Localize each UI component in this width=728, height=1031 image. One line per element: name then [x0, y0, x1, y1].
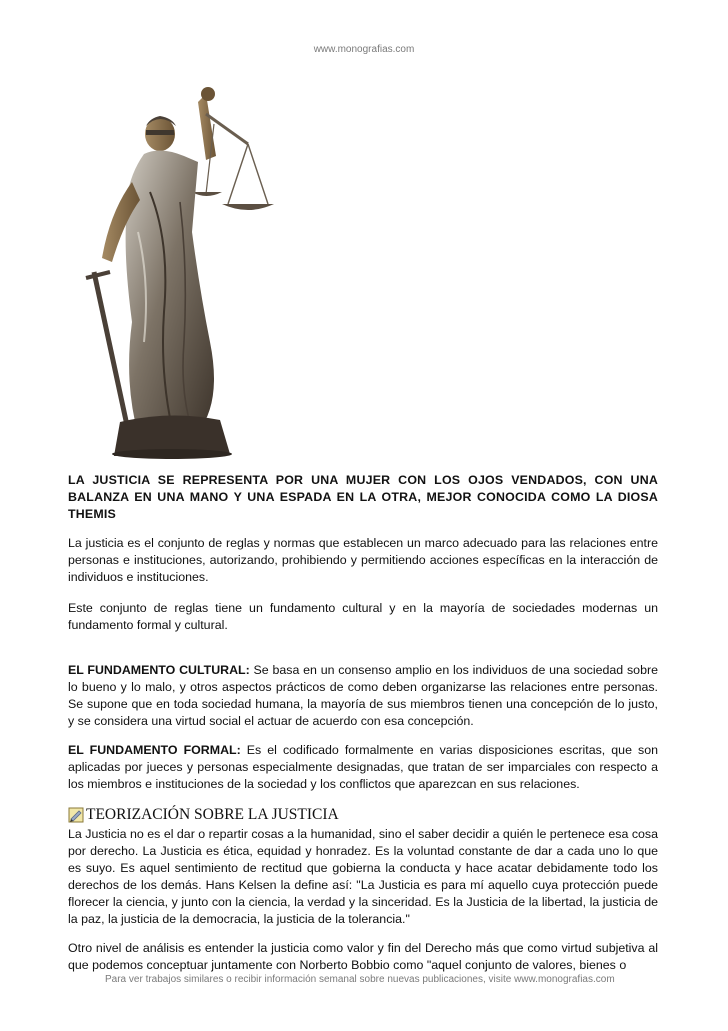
image-caption: LA JUSTICIA SE REPRESENTA POR UNA MUJER CON LOS OJOS VENDADOS, CON UNA BALANZA EN UNA MANO Y UNA ESPADA EN LA OTRA, MEJOR CONOCIDA COMO LA DIOSA THEMIS [68, 473, 658, 521]
section-title: TEORIZACIÓN SOBRE LA JUSTICIA [86, 806, 339, 823]
statue-of-themis-icon [80, 82, 280, 460]
cultural-label: EL FUNDAMENTO CULTURAL: [68, 663, 250, 677]
site-footer: Para ver trabajos similares o recibir información semanal sobre nuevas publicaciones, visite www.monografias.com [105, 974, 615, 985]
paragraph-teorizacion: La Justicia no es el dar o repartir cosas a la humanidad, sino el saber decidir a quién le pertenece esa cosa por derecho. La Justicia es ética, equidad y honradez. Es la voluntad constante de dar a cada uno lo que es suyo. Es aquel sentimiento de rectitud que gobierna la conducta y hace acatar debidamente todo los derechos de los demás. Hans Kelsen la define así: "La Justicia es para mí aquello cuya protección puede florecer la ciencia, y junto con la ciencia, la verdad y la sinceridad. Es la Justicia de la libertad, la justicia de la paz, la justicia de la democracia, la justicia de la tolerancia." [68, 827, 658, 926]
formal-text: Es el codificado formalmente en varias disposiciones escritas, que son aplicadas por jueces y personas especialmente designadas, que tratan de ser imparciales con respecto a los miembros e instituciones de la sociedad y los conflictos que aparezcan en sus relaciones. [68, 743, 658, 791]
paragraph-definition: La justicia es el conjunto de reglas y normas que establecen un marco adecuado para las relaciones entre personas e instituciones, autorizando, prohibiendo y permitiendo acciones específicas en la interacción de individuos e instituciones. [68, 536, 658, 584]
paragraph-cultural [68, 662, 658, 730]
document-body [68, 472, 658, 974]
site-header: www.monografias.com [313, 44, 415, 55]
section-heading [68, 805, 658, 824]
paragraph-foundation: Este conjunto de reglas tiene un fundamento cultural y en la mayoría de sociedades modernas un fundamento formal y cultural. [68, 601, 658, 632]
paragraph-formal [68, 742, 658, 793]
formal-label: EL FUNDAMENTO FORMAL: [68, 743, 241, 757]
document-note-icon [68, 807, 84, 823]
paragraph-otro-nivel: Otro nivel de análisis es entender la justicia como valor y fin del Derecho más que como virtud subjetiva al que podemos conceptuar juntamente con Norberto Bobbio como "aquel conjunto de valores, bienes o [68, 941, 658, 972]
cultural-text: Se basa en un consenso amplio en los individuos de una sociedad sobre lo bueno y lo malo, y otros aspectos prácticos de como deben organizarse las relaciones entre personas. Se supone que en toda sociedad humana, la mayoría de sus miembros tienen una concepción de lo justo, y se considera una virtud social el actuar de acuerdo con esa concepción. [68, 663, 658, 728]
